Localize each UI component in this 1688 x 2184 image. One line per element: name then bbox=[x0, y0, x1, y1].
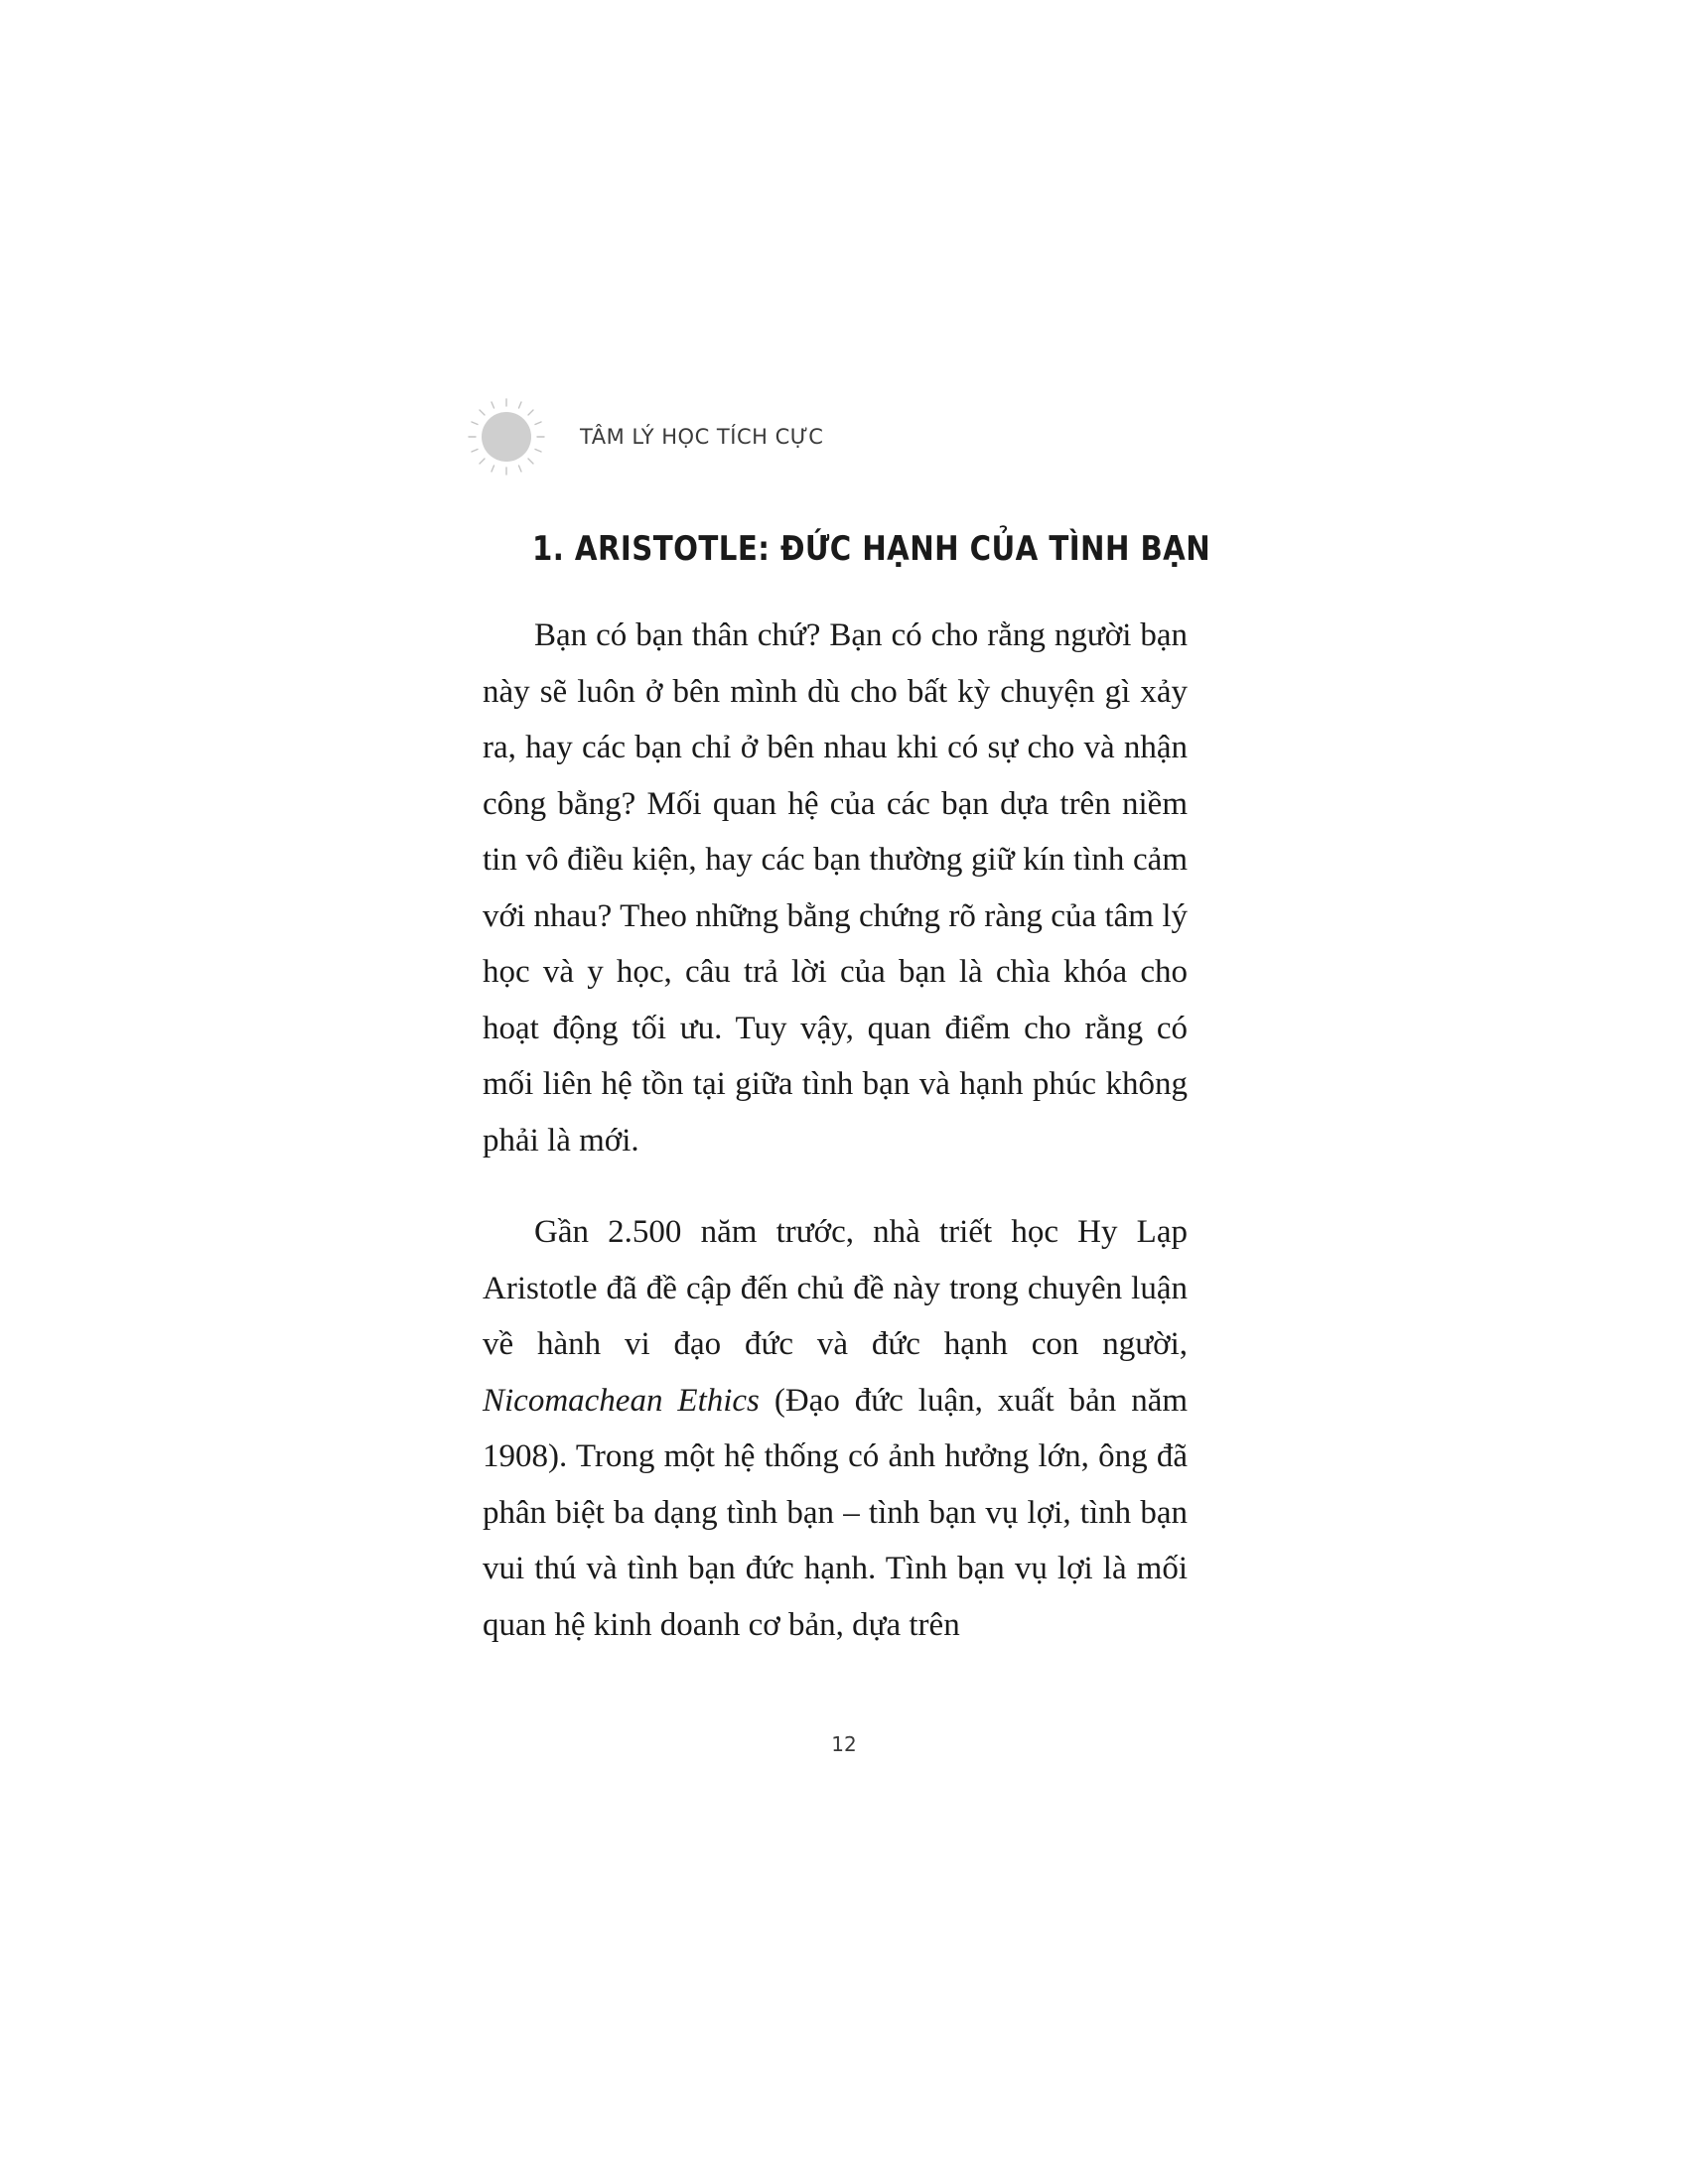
paragraph-2-text-before: Gần 2.500 năm trước, nhà triết học Hy Lạp Aristotle đã đề cập đến chủ đề này trong chuyên luận về hành vi đạo đức và đức hạnh con người, bbox=[483, 1214, 1188, 1362]
sun-icon bbox=[467, 397, 546, 477]
book-title-italic: Nicomachean Ethics bbox=[483, 1382, 760, 1419]
running-header bbox=[467, 397, 823, 477]
chapter-heading: 1. ARISTOTLE: ĐỨC HẠNH CỦA TÌNH BẠN bbox=[532, 528, 1211, 569]
paragraph-2-text-after: (Đạo đức luận, xuất bản năm 1908). Trong một hệ thống có ảnh hưởng lớn, ông đã phân biệt ba dạng tình bạn – tình bạn vụ lợi, tình bạn vui thú và tình bạn đức hạnh. Tình bạn vụ lợi là mối quan hệ kinh doanh cơ bản, dựa trên bbox=[483, 1382, 1189, 1643]
paragraph-2 bbox=[483, 1204, 1188, 1653]
body-text bbox=[483, 608, 1188, 1653]
running-header-title: TÂM LÝ HỌC TÍCH CỰC bbox=[580, 425, 824, 449]
page-number: 12 bbox=[831, 1732, 857, 1756]
paragraph-1: Bạn có bạn thân chứ? Bạn có cho rằng người bạn này sẽ luôn ở bên mình dù cho bất kỳ chuyện gì xảy ra, hay các bạn chỉ ở bên nhau khi có sự cho và nhận công bằng? Mối quan hệ của các bạn dựa trên niềm tin vô điều kiện, hay các bạn thường giữ kín tình cảm với nhau? Theo những bằng chứng rõ ràng của tâm lý học và y học, câu trả lời của bạn là chìa khóa cho hoạt động tối ưu. Tuy vậy, quan điểm cho rằng có mối liên hệ tồn tại giữa tình bạn và hạnh phúc không phải là mới. bbox=[483, 617, 1188, 1159]
